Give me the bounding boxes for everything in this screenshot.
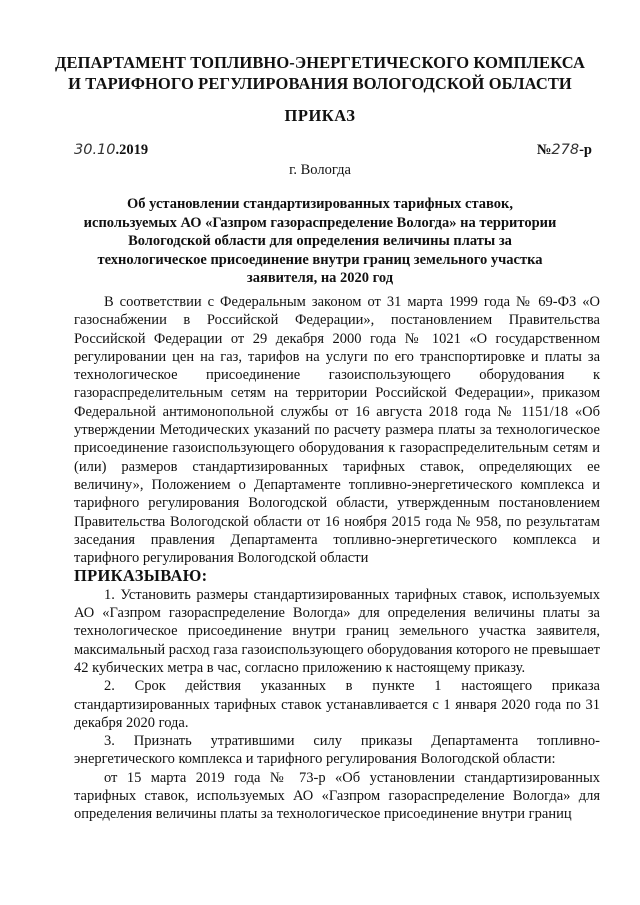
issuer-header-line-2: И ТАРИФНОГО РЕГУЛИРОВАНИЯ ВОЛОГОДСКОЙ ОБЛАСТИ <box>68 74 572 93</box>
decree-heading: ПРИКАЗЫВАЮ: <box>74 566 208 586</box>
preamble-paragraph: В соответствии с Федеральным законом от 31 марта 1999 года № 69-ФЗ «О газоснабжении в Российской Федерации», постановлением Правительства Российской Федерации от 29 декабря 2000 года № 1021 «О государственном регулировании цен на газ, тарифов на услуги по его транспортировке и платы за технологическое присоединение газоиспользующего оборудования к газораспределительным сетям на территории Российской Федерации», приказом Федеральной антимонопольной службы от 16 августа 2018 года № 1151/18 «Об утверждении Методических указаний по расчету размера платы за технологическое присоединение газоиспользующего оборудования к газораспределительным сетям и (или) размеров стандартизированных тарифных ставок, определяющих ее величину», Положением о Департаменте топливно-энергетического комплекса и тарифного регулирования Вологодской области, утвержденным постановлением Правительства Вологодской области от 16 ноября 2015 года № 958, по результатам заседания правления Департамента топливно-энергетического комплекса и тарифного регулирования Вологодской области <box>74 294 600 567</box>
order-number <box>537 142 592 159</box>
subject-line-1: Об установлении стандартизированных тарифных ставок, <box>127 196 513 212</box>
subject-line-3: Вологодской области для определения величины платы за <box>128 233 512 249</box>
item-1: 1. Установить размеры стандартизированных тарифных ставок, используемых АО «Газпром газораспределение Вологда» для определения величины платы за технологическое присоединение внутри границ земельного участка заявителя, максимальный расход газа газоиспользующего оборудования которого не превышает 42 кубических метра в час, согласно приложению к настоящему приказу. <box>74 586 600 676</box>
number-suffix: -р <box>579 142 592 158</box>
printed-year: .2019 <box>115 142 149 158</box>
subject-line-2: используемых АО «Газпром газораспределение Вологда» на территории <box>83 214 557 231</box>
issuer-header-line-1: ДЕПАРТАМЕНТ ТОПЛИВНО-ЭНЕРГЕТИЧЕСКОГО КОМПЛЕКСА <box>55 53 585 72</box>
city: г. Вологда <box>289 162 351 178</box>
item-3-subitem-1: от 15 марта 2019 года № 73-р «Об установлении стандартизированных тарифных ставок, используемых АО «Газпром газораспределение Вологда» для определения величины платы за технологическое присоединение внутри границ <box>74 769 600 823</box>
order-subject <box>80 195 560 288</box>
handwritten-number: 278 <box>551 142 580 158</box>
handwritten-date: 30.10 <box>74 142 116 158</box>
order-date <box>74 142 148 159</box>
subject-line-5: заявителя, на 2020 год <box>246 270 394 286</box>
item-2: 2. Срок действия указанных в пункте 1 настоящего приказа стандартизированных тарифных ставок устанавливается с 1 января 2020 года по 31 декабря 2020 года. <box>74 678 600 731</box>
number-prefix: № <box>536 142 552 158</box>
issuer-header <box>40 52 600 94</box>
item-3: 3. Признать утратившими силу приказы Департамента топливно-энергетического комплекса и тарифного регулирования Вологодской области: <box>74 733 600 768</box>
order-title: ПРИКАЗ <box>284 106 356 125</box>
subject-line-4: технологическое присоединение внутри границ земельного участка <box>97 251 543 268</box>
order-body <box>74 293 600 824</box>
